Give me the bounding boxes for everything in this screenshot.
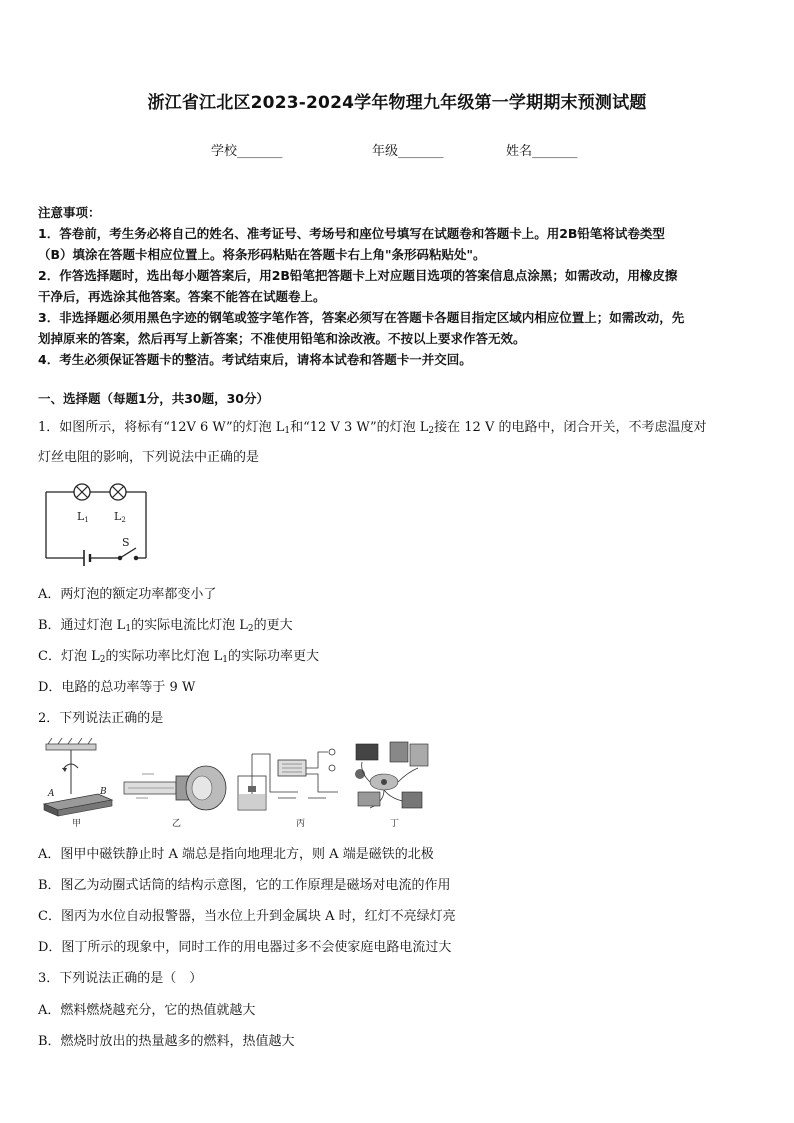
q1-option-a: A．两灯泡的额定功率都变小了 xyxy=(38,587,217,602)
page-title: 浙江省江北区2023-2024学年物理九年级第一学期期末预测试题 xyxy=(147,93,647,113)
lamp-l2-icon xyxy=(110,484,126,500)
name-field xyxy=(506,140,578,159)
q2-option-c: C．图丙为水位自动报警器，当水位上升到金属块 A 时，红灯不亮绿灯亮 xyxy=(38,909,456,924)
figure-ding-overload xyxy=(355,742,428,829)
lamp-l1-icon xyxy=(74,484,90,500)
label-b: B xyxy=(100,787,107,797)
notes-line: 划掉原来的答案，然后再写上新答案；不准使用铅笔和涂改液。不按以上要求作答无效。 xyxy=(38,331,526,346)
grade-field xyxy=(372,140,444,159)
q3-stem: 3．下列说法正确的是（ ） xyxy=(38,971,203,986)
q2-option-d: D．图丁所示的现象中，同时工作的用电器过多不会使家庭电路电流过大 xyxy=(38,940,452,955)
notes-line: 3．非选择题必须用黑色字迹的钢笔或签字笔作答，答案必须写在答题卡各题目指定区域内相应位置上；如需改动，先 xyxy=(38,310,685,325)
q1-circuit-figure xyxy=(40,478,152,573)
school-label: 学校 xyxy=(211,144,238,159)
school-field xyxy=(211,140,283,159)
notes-line: 4．考生必须保证答题卡的整洁。考试结束后，请将本试卷和答题卡一并交回。 xyxy=(38,352,472,367)
notes-heading: 注意事项： xyxy=(38,205,101,220)
lamp-l1-label: L1 xyxy=(77,510,89,524)
figure-bing-alarm xyxy=(238,749,338,829)
label-a: A xyxy=(48,789,55,799)
name-blank: _______ xyxy=(532,144,578,159)
fig-label-bing: 丙 xyxy=(296,819,306,829)
notes-line: 2．作答选择题时，选出每小题答案后，用2B铅笔把答题卡上对应题目选项的答案信息点涂黑；如需改动，用橡皮擦 xyxy=(38,268,678,283)
section-heading: 一、选择题（每题1分，共30题，30分） xyxy=(38,391,269,406)
switch-label: S xyxy=(122,536,130,549)
lamp-l2-label: L2 xyxy=(114,510,126,524)
q1-stem-line2: 灯丝电阻的影响，下列说法中正确的是 xyxy=(38,450,260,465)
q1-option-c: C．灯泡 $L_2$的实际功率比灯泡 $L_1$的实际功率更大 xyxy=(38,649,319,665)
figure-jia-magnet xyxy=(44,738,112,829)
school-blank: _______ xyxy=(237,144,283,159)
grade-blank: _______ xyxy=(398,144,444,159)
q3-option-b: B．燃烧时放出的热量越多的燃料，热值越大 xyxy=(38,1034,295,1049)
q1-option-b: B．通过灯泡 $L_1$的实际电流比灯泡 $L_2$的更大 xyxy=(38,618,293,634)
name-label: 姓名 xyxy=(506,144,533,159)
q1-option-d: D．电路的总功率等于 9 W xyxy=(38,680,196,695)
q3-option-a: A．燃料燃烧越充分，它的热值就越大 xyxy=(38,1003,256,1018)
grade-label: 年级 xyxy=(372,144,399,159)
q2-option-a: A．图甲中磁铁静止时 A 端总是指向地理北方，则 A 端是磁铁的北极 xyxy=(38,847,434,862)
fig-label-jia: 甲 xyxy=(72,819,82,829)
notes-line: 干净后，再选涂其他答案。答案不能答在试题卷上。 xyxy=(38,289,326,304)
q2-option-b: B．图乙为动圈式话筒的结构示意图，它的工作原理是磁场对电流的作用 xyxy=(38,878,451,893)
q2-figures xyxy=(38,734,438,832)
q1-stem-line1: 1．如图所示，将标有“12V 6 W”的灯泡 $L_1$和“12 V 3 W”的灯泡 $L_2$接在 12 V 的电路中，闭合开关，不考虑温度对 xyxy=(38,420,707,436)
notes-line: 1．答卷前，考生务必将自己的姓名、准考证号、考场号和座位号填写在试题卷和答题卡上。用2B铅笔将试卷类型 xyxy=(38,226,665,241)
figure-yi-microphone xyxy=(124,766,226,829)
q2-stem: 2．下列说法正确的是 xyxy=(38,711,164,726)
fig-label-yi: 乙 xyxy=(172,819,182,829)
notes-line: （B）填涂在答题卡相应位置上。将条形码粘贴在答题卡右上角"条形码粘贴处"。 xyxy=(38,247,486,262)
fig-label-ding: 丁 xyxy=(390,819,400,829)
